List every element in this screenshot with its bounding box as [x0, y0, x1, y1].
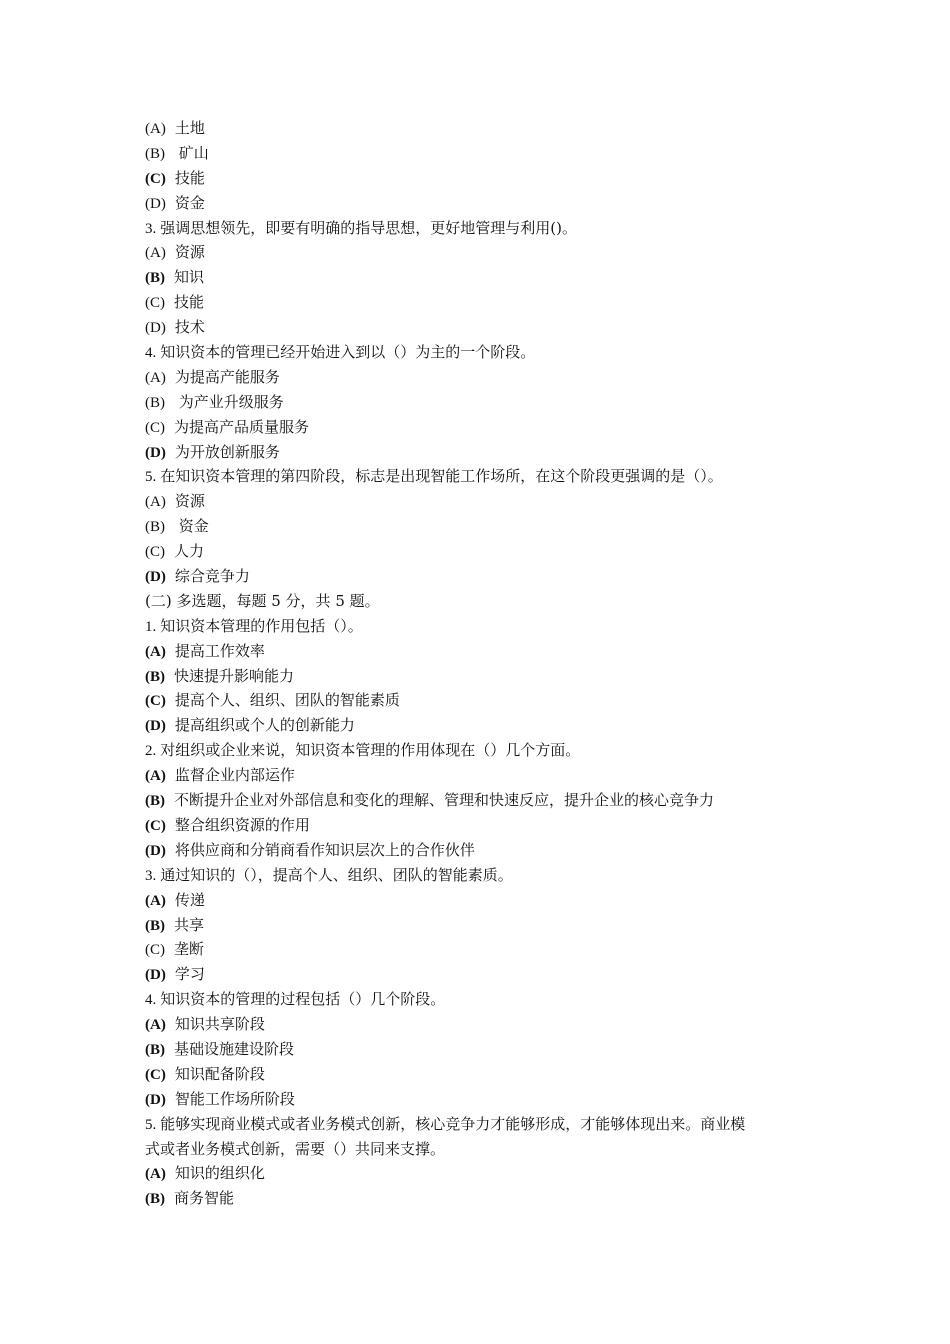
- option-text: 土地: [174, 119, 205, 137]
- option-letter: (D): [145, 718, 166, 735]
- option-letter: (B): [145, 793, 165, 810]
- option-line: [145, 1186, 835, 1211]
- question-text: 在知识资本管理的第四阶段，标志是出现智能工作场所，在这个阶段更强调的是（）。: [160, 467, 723, 486]
- option-letter: (D): [145, 444, 166, 461]
- question-text-continuation: 式或者业务模式创新，需要（）共同来支撑。: [145, 1139, 446, 1158]
- option-text: 传递: [174, 890, 205, 909]
- option-line: [145, 962, 835, 987]
- option-letter: (B): [145, 270, 165, 287]
- option-line: [145, 913, 835, 938]
- option-letter: (B): [145, 519, 165, 536]
- option-letter: (A): [145, 245, 166, 262]
- question-line: [145, 340, 835, 365]
- option-line: [145, 888, 835, 913]
- option-line: [145, 788, 835, 813]
- question-number: 4.: [145, 992, 157, 1009]
- option-text: 技术: [174, 318, 205, 337]
- option-line: [145, 440, 835, 465]
- option-text: 整合组织资源的作用: [174, 815, 310, 834]
- option-letter: (A): [145, 494, 166, 511]
- option-text: 为提高产品质量服务: [174, 417, 310, 436]
- option-text: 商务智能: [174, 1189, 235, 1208]
- option-letter: (A): [145, 892, 166, 909]
- option-text: 资金: [174, 517, 209, 536]
- option-letter: (D): [145, 967, 166, 984]
- document-page: [145, 116, 835, 1211]
- question-number: 1.: [145, 618, 157, 635]
- option-letter: (B): [145, 394, 165, 411]
- option-line: [145, 813, 835, 838]
- option-line: [145, 1161, 835, 1186]
- option-letter: (A): [145, 369, 166, 386]
- option-text: 基础设施建设阶段: [174, 1039, 295, 1058]
- option-line: [145, 639, 835, 664]
- option-text: 资金: [174, 193, 205, 212]
- question-number: 4.: [145, 345, 157, 362]
- option-text: 技能: [174, 293, 205, 312]
- option-text: 提高工作效率: [174, 641, 265, 660]
- option-letter: (A): [145, 1166, 166, 1183]
- option-letter: (C): [145, 295, 165, 312]
- option-line: [145, 290, 835, 315]
- option-line: [145, 265, 835, 290]
- question-text: 知识资本管理的作用包括（）。: [160, 616, 363, 635]
- option-text: 共享: [174, 915, 205, 934]
- option-text: 将供应商和分销商看作知识层次上的合作伙伴: [174, 840, 475, 859]
- option-letter: (C): [145, 1066, 166, 1083]
- question-text: 能够实现商业模式或者业务模式创新，核心竞争力才能够形成，才能够体现出来。商业模: [160, 1114, 746, 1133]
- option-line: [145, 315, 835, 340]
- option-letter: (A): [145, 768, 166, 785]
- question-text: 强调思想领先，即要有明确的指导思想，更好地管理与利用()。: [160, 218, 577, 237]
- option-line: [145, 713, 835, 738]
- option-text: 技能: [174, 168, 205, 187]
- question-text: 知识资本的管理已经开始进入到以（）为主的一个阶段。: [160, 343, 536, 362]
- option-text: 综合竞争力: [174, 567, 250, 586]
- option-letter: (A): [145, 643, 166, 660]
- option-text: 不断提升企业对外部信息和变化的理解、管理和快速反应，提升企业的核心竞争力: [174, 791, 715, 810]
- question-number: 5.: [145, 1116, 157, 1133]
- option-letter: (C): [145, 419, 165, 436]
- question-line: [145, 464, 835, 489]
- option-line: [145, 489, 835, 514]
- option-letter: (B): [145, 668, 165, 685]
- option-text: 监督企业内部运作: [174, 766, 295, 785]
- option-text: 智能工作场所阶段: [174, 1089, 295, 1108]
- question-line: [145, 216, 835, 241]
- option-line: [145, 937, 835, 962]
- option-line: [145, 390, 835, 415]
- option-line: [145, 1012, 835, 1037]
- question-number: 5.: [145, 469, 157, 486]
- option-line: [145, 1037, 835, 1062]
- question-number: 2.: [145, 743, 157, 760]
- option-letter: (D): [145, 195, 166, 212]
- question-line: [145, 738, 835, 763]
- option-line: [145, 415, 835, 440]
- option-text: 知识的组织化: [174, 1164, 265, 1183]
- option-text: 为提高产能服务: [174, 367, 280, 386]
- question-line: [145, 614, 835, 639]
- option-letter: (D): [145, 1091, 166, 1108]
- option-letter: (A): [145, 1017, 166, 1034]
- option-text: 资源: [174, 492, 205, 511]
- option-line: [145, 191, 835, 216]
- option-text: 为产业升级服务: [174, 392, 284, 411]
- option-text: 知识共享阶段: [174, 1015, 265, 1034]
- question-number: 3.: [145, 867, 157, 884]
- option-text: 提高组织或个人的创新能力: [174, 716, 355, 735]
- option-letter: (A): [145, 121, 166, 137]
- option-line: [145, 514, 835, 539]
- option-text: 矿山: [174, 143, 209, 162]
- option-line: [145, 240, 835, 265]
- option-text: 垄断: [174, 940, 205, 959]
- option-text: 学习: [174, 965, 205, 984]
- option-letter: (D): [145, 320, 166, 337]
- option-text: 人力: [174, 542, 205, 561]
- option-line: [145, 1087, 835, 1112]
- option-text: 提高个人、组织、团队的智能素质: [174, 691, 400, 710]
- option-text: 知识: [174, 268, 205, 287]
- option-letter: (C): [145, 170, 166, 187]
- option-letter: (C): [145, 942, 165, 959]
- question-line: [145, 863, 835, 888]
- option-line: [145, 838, 835, 863]
- option-letter: (C): [145, 817, 166, 834]
- section-heading: (二) 多选题，每题 5 分，共 5 题。: [145, 591, 380, 610]
- option-letter: (C): [145, 693, 166, 710]
- option-line: [145, 664, 835, 689]
- option-letter: (B): [145, 1041, 165, 1058]
- question-text: 对组织或企业来说，知识资本管理的作用体现在（）几个方面。: [160, 741, 581, 760]
- question-line: [145, 987, 835, 1012]
- option-letter: (B): [145, 145, 165, 162]
- option-text: 资源: [174, 243, 205, 262]
- option-letter: (D): [145, 842, 166, 859]
- option-line: [145, 688, 835, 713]
- option-line: [145, 539, 835, 564]
- option-line: [145, 1062, 835, 1087]
- option-letter: (B): [145, 1191, 165, 1208]
- option-text: 快速提升影响能力: [174, 666, 295, 685]
- option-line: [145, 564, 835, 589]
- option-letter: (C): [145, 544, 165, 561]
- option-letter: (D): [145, 569, 166, 586]
- option-text: 为开放创新服务: [174, 442, 280, 461]
- option-line: [145, 166, 835, 191]
- option-line: [145, 763, 835, 788]
- option-line: [145, 116, 835, 141]
- option-line: [145, 141, 835, 166]
- question-text: 知识资本的管理的过程包括（）几个阶段。: [160, 990, 446, 1009]
- option-line: [145, 365, 835, 390]
- question-text: 通过知识的（），提高个人、组织、团队的智能素质。: [160, 865, 513, 884]
- question-line: [145, 1112, 835, 1137]
- option-text: 知识配备阶段: [174, 1064, 265, 1083]
- question-number: 3.: [145, 220, 157, 237]
- option-letter: (B): [145, 917, 165, 934]
